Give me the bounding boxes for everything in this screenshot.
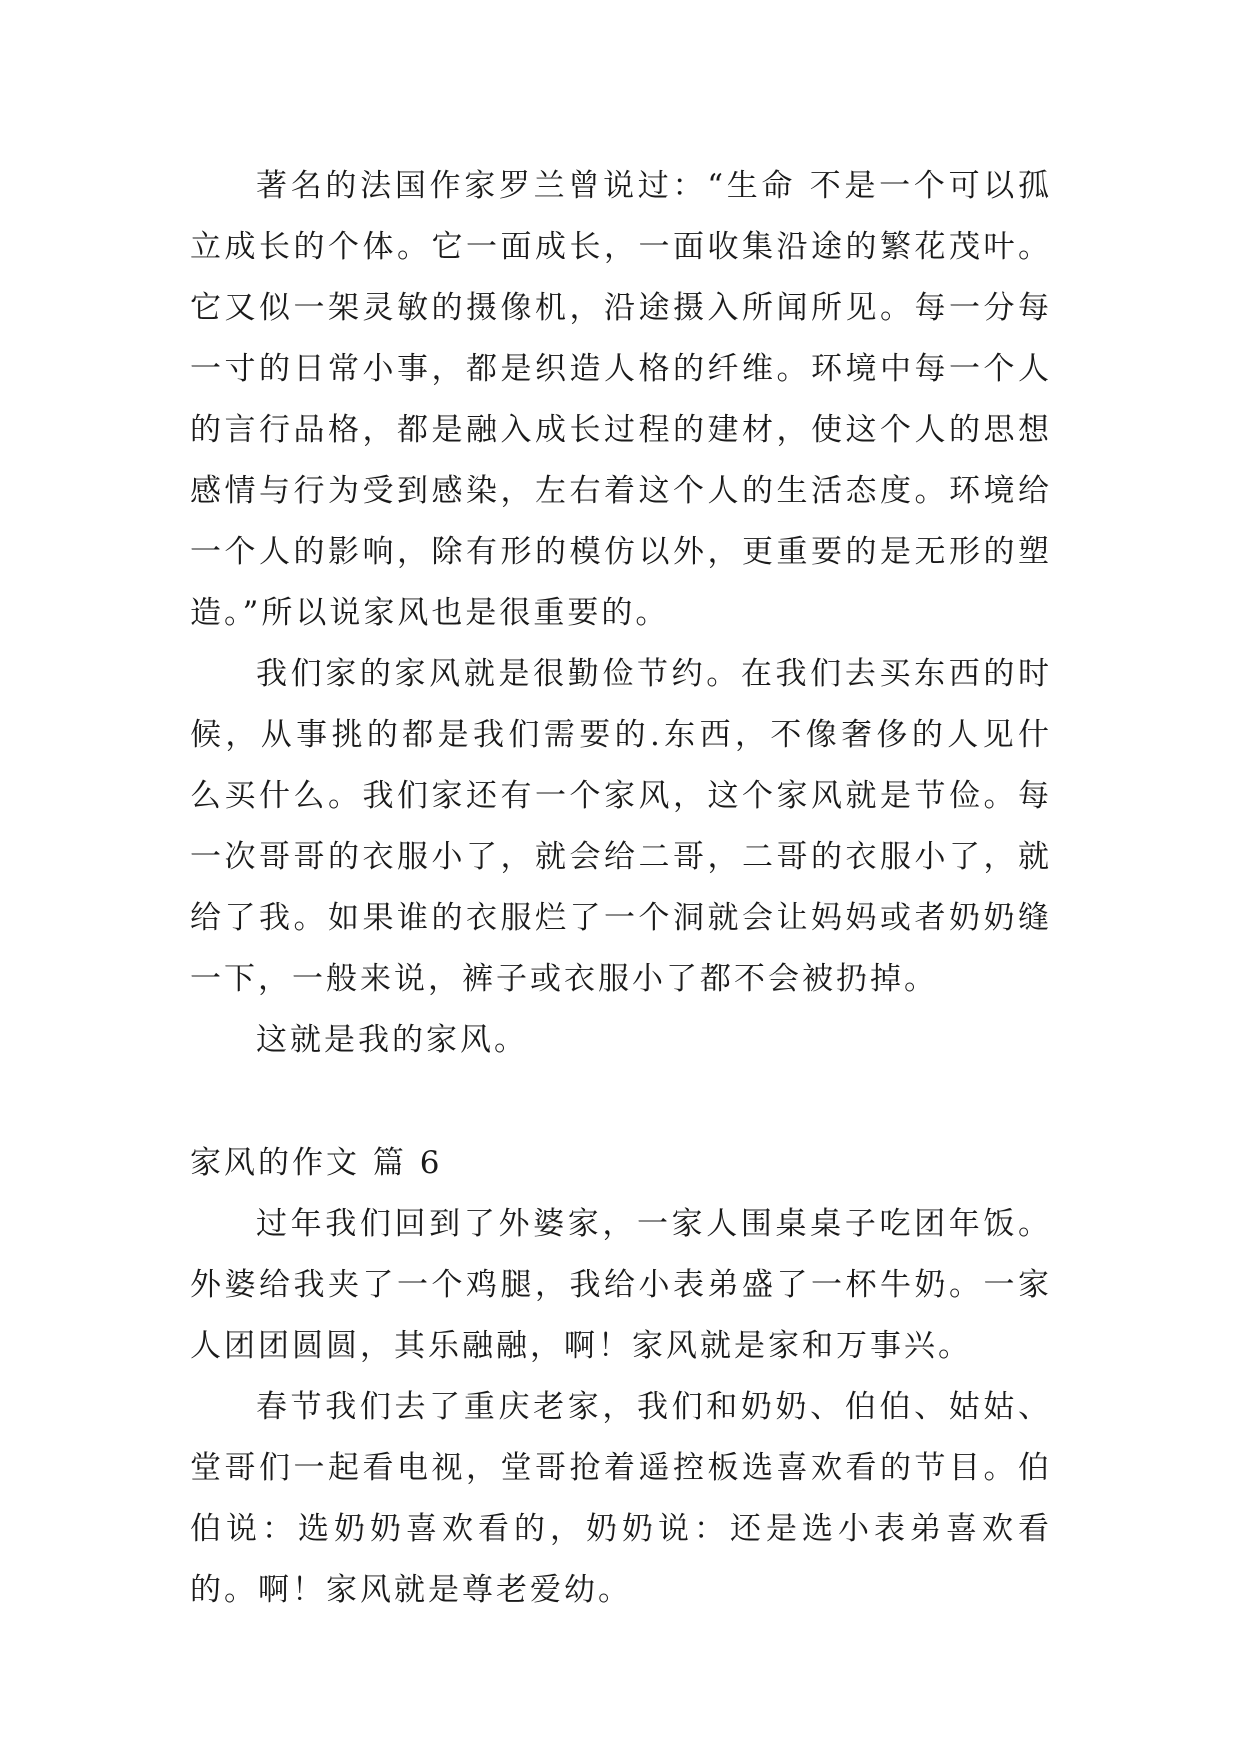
paragraph-quote-romain-rolland: 著名的法国作家罗兰曾说过：“生命 不是一个可以孤立成长的个体。它一面成长，一面收集沿途的繁花茂叶。它又似一架灵敏的摄像机，沿途摄入所闻所见。每一分每一寸的日常小事，都是织造人格的纤维。环境中每一个人的言行品格，都是融入成长过程的建材，使这个人的思想感情与行为受到感染，左右着这个人的生活态度。环境给一个人的影响，除有形的模仿以外，更重要的是无形的塑造。”所以说家风也是很重要的。 [190, 168, 1052, 631]
section-spacer [190, 1071, 1052, 1133]
section-heading: 家风的作文 篇 6 [190, 1145, 443, 1181]
paragraph-spring-festival: 春节我们去了重庆老家，我们和奶奶、伯伯、姑姑、堂哥们一起看电视，堂哥抢着遥控板选喜欢看的节目。伯伯说：选奶奶喜欢看的，奶奶说：还是选小表弟喜欢看的。啊！家风就是尊老爱幼。 [190, 1389, 1052, 1608]
paragraph-conclusion: 这就是我的家风。 [256, 1022, 528, 1058]
paragraph-family-frugality: 我们家的家风就是很勤俭节约。在我们去买东西的时候，从事挑的都是我们需要的.东西，不像奢侈的人见什么买什么。我们家还有一个家风，这个家风就是节俭。每一次哥哥的衣服小了，就会给二哥，二哥的衣服小了，就给了我。如果谁的衣服烂了一个洞就会让妈妈或者奶奶缝一下，一般来说，裤子或衣服小了都不会被扔掉。 [190, 656, 1052, 997]
document-body [190, 156, 1052, 1621]
paragraph-new-year-dinner: 过年我们回到了外婆家，一家人围桌桌子吃团年饭。外婆给我夹了一个鸡腿，我给小表弟盛了一杯牛奶。一家人团团圆圆，其乐融融，啊！家风就是家和万事兴。 [190, 1206, 1052, 1364]
